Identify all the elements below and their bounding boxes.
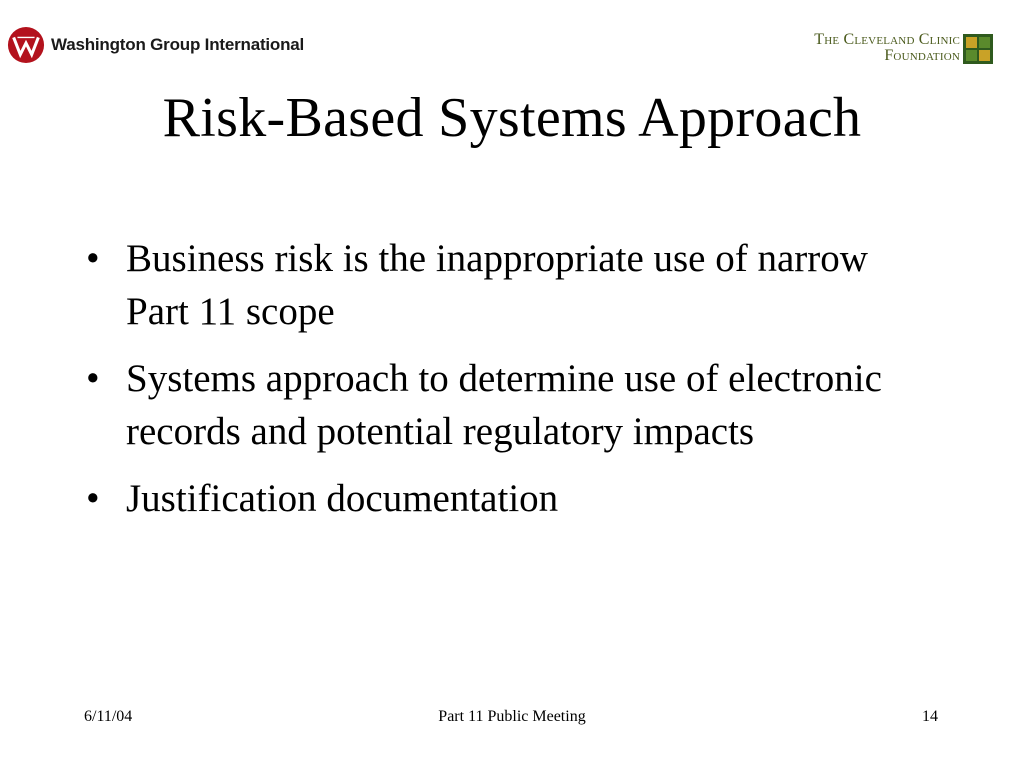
cleveland-clinic-logo-line2: Foundation — [884, 47, 960, 64]
cleveland-clinic-logo — [814, 32, 993, 66]
cleveland-clinic-logo-line1: The Cleveland Clinic — [814, 31, 960, 48]
bullet-item — [0, 352, 1024, 458]
footer-date: 6/11/04 — [84, 708, 133, 725]
washington-group-logo — [7, 26, 304, 64]
footer-title: Part 11 Public Meeting — [438, 708, 586, 725]
bullet-text: Justification documentation — [126, 477, 559, 520]
bullet-text: Business risk is the inappropriate use of narrow Part 11 scope — [126, 237, 868, 333]
cleveland-clinic-logo-text — [814, 32, 960, 64]
bullet-dot-icon: • — [86, 477, 100, 520]
page-number: 14 — [922, 708, 938, 725]
slide-title: Risk-Based Systems Approach — [162, 87, 862, 149]
bullet-item — [0, 232, 1024, 338]
washington-group-emblem-icon — [7, 26, 45, 64]
bullet-list — [0, 232, 1024, 539]
bullet-dot-icon: • — [86, 237, 100, 280]
washington-group-logo-text: Washington Group International — [51, 35, 305, 54]
bullet-item — [0, 472, 1024, 525]
bullet-dot-icon: • — [86, 357, 100, 400]
cleveland-clinic-emblem-icon — [963, 34, 993, 64]
bullet-text: Systems approach to determine use of electronic records and potential regulatory impacts — [126, 357, 882, 453]
